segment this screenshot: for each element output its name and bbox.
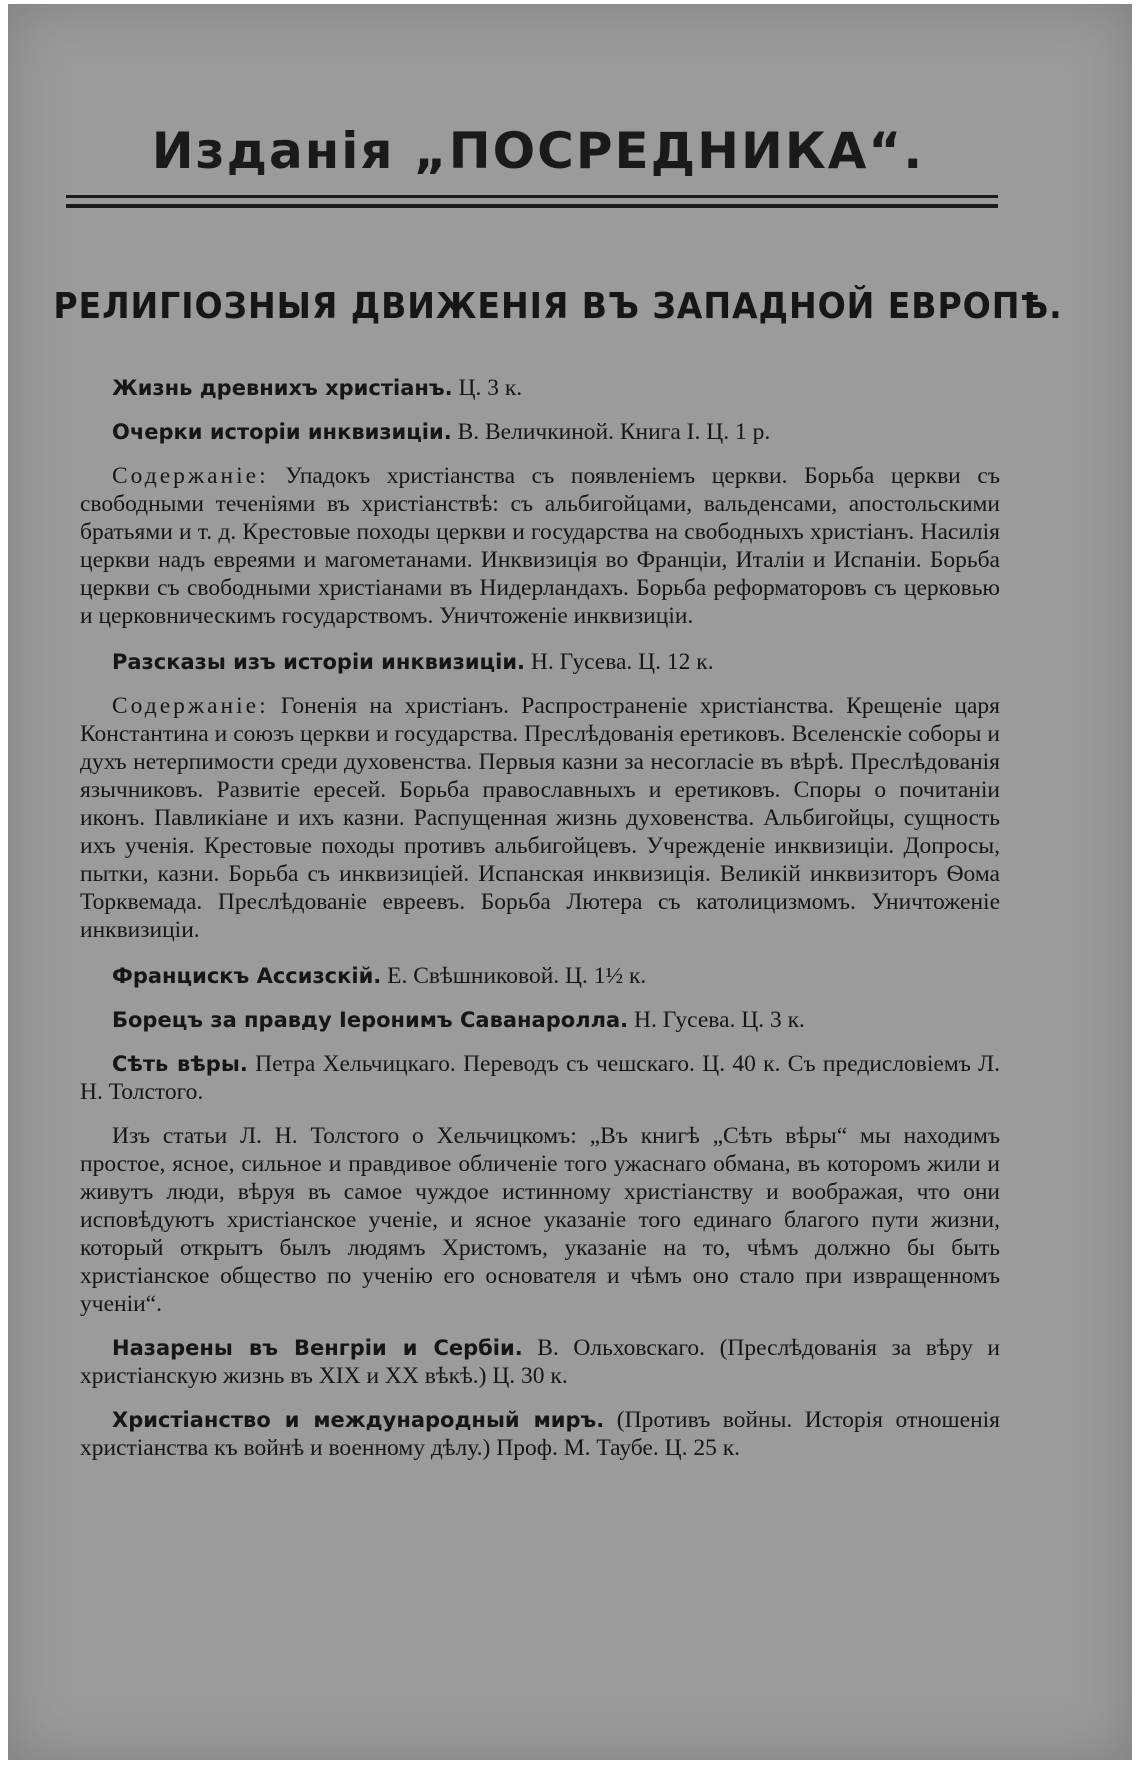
catalog-entry — [80, 1006, 1000, 1034]
catalog-entry — [80, 962, 1000, 990]
entry-title: Борецъ за правду Іеронимъ Саванаролла. — [112, 1008, 629, 1032]
entry-info: Н. Гусева. Ц. 3 к. — [628, 1007, 805, 1033]
entry-info: (Противъ войны. Исторія отношенія христіанства къ войнѣ и военному дѣлу.) Проф. М. Таубе. Ц. 25 к. — [80, 1407, 1000, 1461]
entry-info: В. Ольховскаго. (Преслѣдованія за вѣру и христіанскую жизнь въ XIX и XX вѣкѣ.) Ц. 30 к. — [80, 1335, 1000, 1389]
summary-text: Упадокъ христіанства съ появленіемъ церкви. Борьба церкви съ свободными теченіями въ христіанствѣ: съ альбигойцами, вальденсами, апостольскими братьями и т. д. Крестовые походы церкви и государства на свободныхъ христіанъ. Насилія церкви надъ евреями и магометанами. Инквизиція во Франціи, Италіи и Испаніи. Борьба церкви съ свободными христіанами въ Нидерландахъ. Борьба реформаторовъ съ церковью и церковническимъ государствомъ. Уничтоженіе инквизиціи. — [80, 463, 1000, 629]
entry-summary — [80, 692, 1000, 944]
entry-info: В. Величкиной. Книга I. Ц. 1 р. — [451, 419, 771, 445]
book-page — [8, 4, 1132, 1760]
entry-title: Очерки исторіи инквизиціи. — [112, 420, 452, 444]
catalog-list — [80, 374, 1000, 1478]
catalog-entry — [80, 418, 1000, 446]
publisher-header: Изданія „ПОСРЕДНИКА“. — [151, 122, 925, 180]
entry-summary — [80, 462, 1000, 630]
entry-info: Н. Гусева. Ц. 12 к. — [525, 649, 714, 675]
entry-title: Жизнь древнихъ христіанъ. — [112, 376, 453, 400]
entry-info: Петра Хельчицкаго. Переводъ съ чешскаго. Ц. 40 к. Съ предисловіемъ Л. Н. Толстого. — [80, 1051, 1000, 1105]
catalog-entry — [80, 1050, 1000, 1106]
entry-title: Разсказы изъ исторіи инквизиціи. — [112, 650, 526, 674]
summary-text: Гоненія на христіанъ. Распространеніе христіанства. Крещеніе царя Константина и союзъ церкви и государства. Преслѣдованія еретиковъ. Вселенскіе соборы и духъ нетерпимости среди духовенства. Первыя казни за несогласіе въ вѣрѣ. Преслѣдованія язычниковъ. Развитіе ересей. Борьба православныхъ и еретиковъ. Споры о почитаніи иконъ. Павликіане и ихъ казни. Распущенная жизнь духовенства. Альбигойцы, сущность ихъ ученія. Крестовые походы противъ альбигойцевъ. Учрежденіе инквизиціи. Допросы, пытки, казни. Борьба съ инквизиціей. Испанская инквизиція. Великій инквизиторъ Ѳома Торквемада. Преслѣдованіе евреевъ. Борьба Лютера съ католицизмомъ. Уничтоженіе инквизиціи. — [80, 693, 1000, 943]
entry-title: Францискъ Ассизскій. — [112, 964, 382, 988]
header-rule-top — [66, 195, 998, 198]
entry-title: Сѣть вѣры. — [112, 1052, 248, 1076]
summary-label: Содержаніе: — [112, 693, 269, 719]
entry-info: Е. Свѣшниковой. Ц. 1½ к. — [381, 963, 647, 989]
catalog-entry — [80, 1334, 1000, 1390]
summary-label: Содержаніе: — [112, 463, 269, 489]
entry-info: Ц. 3 к. — [452, 375, 523, 401]
catalog-entry — [80, 1406, 1000, 1462]
header-rule-bottom — [66, 204, 998, 208]
catalog-entry — [80, 648, 1000, 676]
section-title: РЕЛИГІОЗНЫЯ ДВИЖЕНІЯ ВЪ ЗАПАДНОЙ ЕВРОПѢ. — [53, 286, 1063, 327]
catalog-entry — [80, 374, 1000, 402]
entry-title: Назарены въ Венгріи и Сербіи. — [112, 1336, 523, 1360]
entry-title: Христіанство и международный миръ. — [112, 1408, 605, 1432]
tolstoy-quote: Изъ статьи Л. Н. Толстого о Хельчицкомъ: „Въ книгѣ „Сѣть вѣры“ мы находимъ простое, ясное, сильное и правдивое обличеніе того ужаснаго обмана, въ которомъ жили и живутъ люди, вѣруя въ самое чуждое истинному христіанству и воображая, что они исповѣдуютъ христіанское ученіе, и ясное указаніе того единаго благого пути жизни, который открытъ былъ людямъ Христомъ, указаніе на то, чѣмъ должно бы быть христіанское общество по ученію его основателя и чѣмъ оно стало при извращенномъ ученіи“. — [80, 1123, 1000, 1317]
